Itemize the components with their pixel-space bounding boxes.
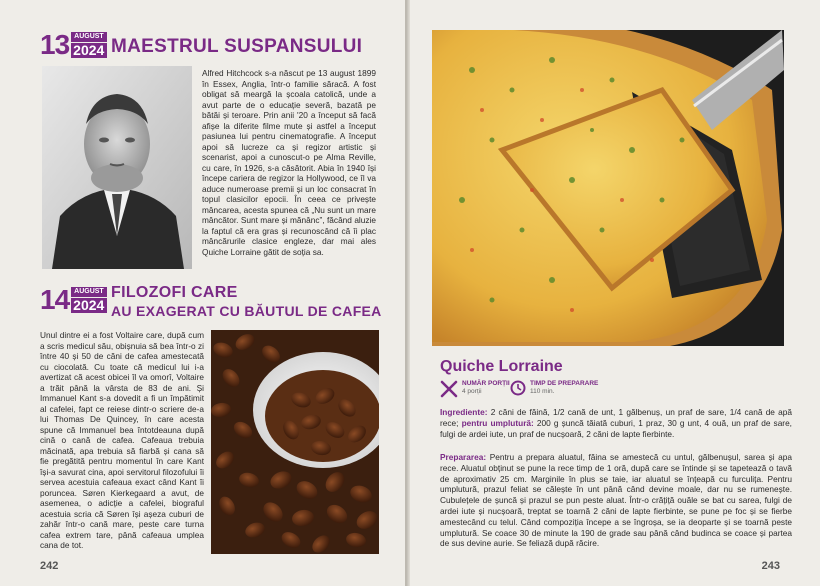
hitchcock-portrait-photo <box>42 66 192 269</box>
ingredients-label: Ingrediente: <box>440 407 488 417</box>
preparation-label: Prepararea: <box>440 452 487 462</box>
article-body-coffee: Unul dintre ei a fost Voltaire care, după cum a scris medicul său, obișnuia să bea într-o zi între 40 și 50 de căni de cafea amestecată cu ciocolată. Cu toate că medicul lui i-a avertizat că acest obicei îl va omorî, Voltaire a trăit până la vârsta de 83 de ani. Și Immanuel Kant s-a dovedit a fi un împătimit al cafelei, fapt ce reiese dintr-o scriere de-a lui Thomas De Quincey, în care acesta spune că Immanuel bea întotdeauna după cină o cană de cafea. Cafeaua trebuia măcinată, apa trebuia să fiarbă și cana să fie pregătită pentru momentul în care Kant își-a savurat cina, apoi servitorul filozofului îi servea acestuia cafeaua exact când Kant îi poruncea. Søren Kierkegaard a avut, de asemenea, o adicție a cafelei, biograful acestuia scria că Søren își așeza cuburi de zahăr într-o cană mare, peste care turna cafea extrem tare, până cafeaua umplea cana de tot. <box>40 330 204 550</box>
preparation-text: Pentru a prepara aluatul, făina se amestecă cu untul, gălbenușul, sarea și apa rece. Aluatul obținut se pune la rece timp de 1 oră, după care se întinde și se tapetează o tavă de aproximativ 25 cm. Marginile în plus se taie, iar aluatul se înțeapă cu furculița. Pentru umplutură, prazul feliat se călește în unt până când devine moale, dar nu se rumenește. Cubulețele de șuncă și prazul se pun peste aluat. Într-o crățiță ouăle se bat cu sarea, fulgi de ardei iute și nucșoară, treptat se toarnă 2 căni de lapte fierbinte, se pune pe foc și se fierbe amestecând cu telul. Când compoziția începe a se îngroșa, se ia deoparte și se toarnă peste umplutură. Se coace 30 de minute la 190 de grade sau până când budinca se coace și partea de sus devine aurie. Se feliază după răcire. <box>440 452 792 549</box>
cutlery-icon <box>440 380 458 398</box>
right-page <box>410 0 820 586</box>
prep-time-value: 110 min. <box>530 388 555 395</box>
filling-label: pentru umplutură: <box>461 417 534 428</box>
date-badge-14-august <box>40 286 107 314</box>
date-year: 2024 <box>71 298 107 313</box>
clock-icon <box>510 380 526 396</box>
prep-time-meta <box>510 380 598 396</box>
article-title-coffee-line2: AU EXAGERAT CU BĂUTUL DE CAFEA <box>111 303 382 319</box>
article-body-hitchcock: Alfred Hitchcock s-a născut pe 13 august 1899 în Essex, Anglia, într-o familie săracă. A fost obligat să meargă la școala catolică, unde a avut parte de o educație severă, bazată pe bătăi și teroare. Prin anii '20 a început să facă afișe la diferite filme mute și astfel a început pasiunea lui pentru cinematografie. A început apoi să lucreze ca și regizor artistic și scenarist, apoi a cunoscut-o pe Alma Reville, cu care, în 1926, s-a căsătorit. Abia în 1940 își începe cariera de regizor la Hollywood, ce îl va aduce numeroase premii și un loc consacrat în topul clasicilor epocii. În ceea ce privește mâncarea, acesta spunea că „Nu sunt un mare mâncător. Sunt mare și mănânc”, făcând aluzie la faptul că era gras și recunoscând că îi plac mâncărurile clasice engleze, dar mai ales Quiche Lorraine gătit de soția sa. <box>202 68 376 257</box>
date-month: AUGUST <box>71 287 107 297</box>
quiche-lorraine-photo <box>432 30 784 346</box>
prep-time-label: TIMP DE PREPARARE <box>530 380 599 387</box>
date-day: 13 <box>40 29 70 60</box>
portions-value: 4 porții <box>462 388 482 395</box>
ingredients-paragraph <box>440 407 792 439</box>
page-number-left: 242 <box>40 560 59 572</box>
portions-label: NUMĂR PORȚII <box>462 380 510 387</box>
filling-text: 200 g șuncă tăiată cuburi, 1 praz, 30 g unt, 4 ouă, un praf de sare, fulgi de ardei iute, un praf de nucșoară, 2 căni de lapte fierbinte. <box>440 417 792 439</box>
date-badge-13-august <box>40 31 107 59</box>
article-title-coffee-line1: FILOZOFI CARE <box>111 284 238 301</box>
recipe-title: Quiche Lorraine <box>440 358 563 375</box>
portions-meta <box>440 380 510 398</box>
ingredients-text: 2 căni de făină, 1/2 cană de unt, 1 gălbenuș, un praf de sare, 1/4 cană de apă rece; <box>440 407 792 428</box>
article-title-hitchcock: MAESTRUL SUSPANSULUI <box>111 36 363 57</box>
date-year: 2024 <box>71 43 107 58</box>
date-month: AUGUST <box>71 32 107 42</box>
coffee-beans-photo <box>211 330 379 554</box>
page-number-right: 243 <box>761 560 780 572</box>
left-page <box>0 0 406 586</box>
preparation-paragraph <box>440 452 792 549</box>
date-day: 14 <box>40 284 70 315</box>
